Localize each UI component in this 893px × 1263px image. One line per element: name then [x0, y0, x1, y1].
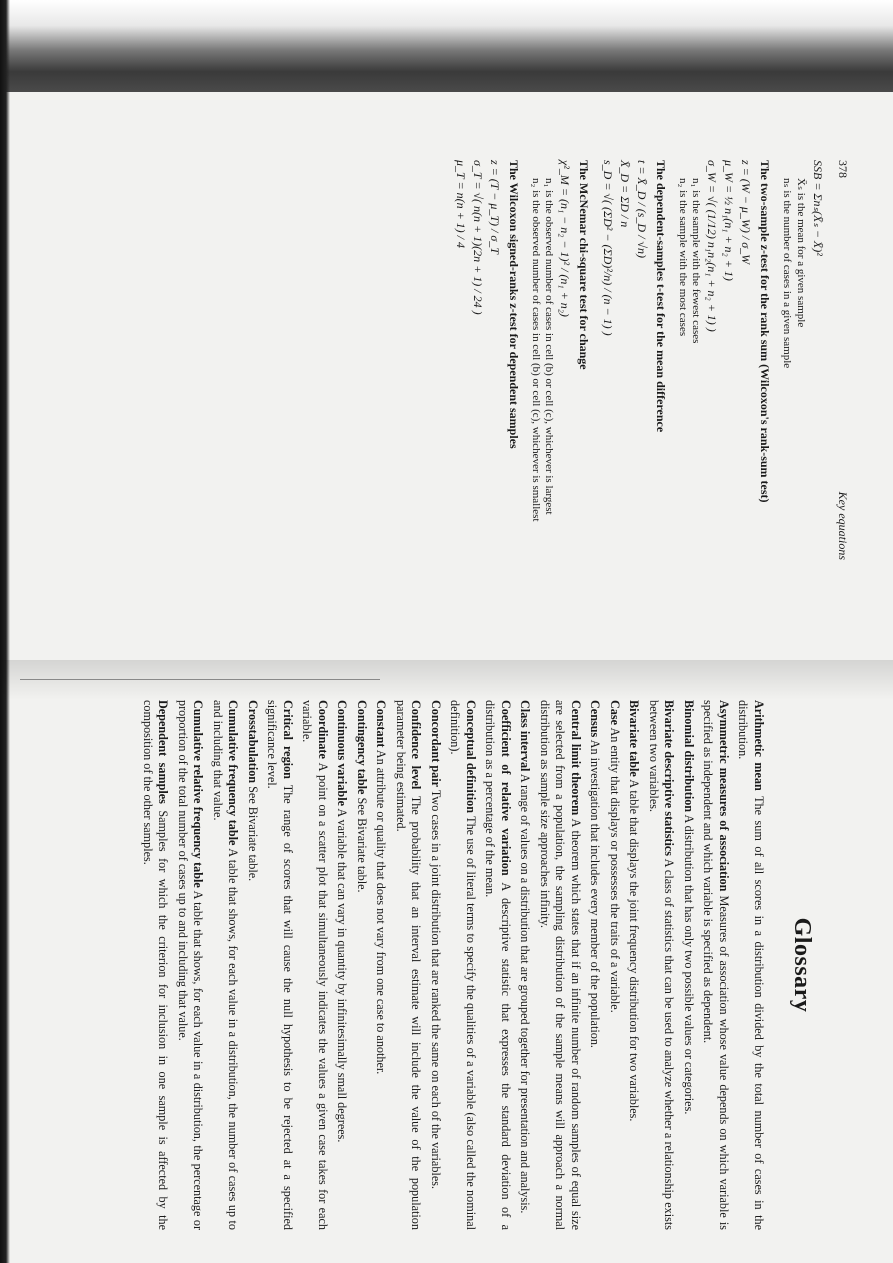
- glossary-term: Constant: [374, 700, 389, 748]
- glossary-term: Cumulative frequency table: [226, 700, 241, 846]
- glossary-definition: A variable that can vary in quantity by infinitesimally small degrees.: [335, 808, 350, 1143]
- glossary-entry: [428, 700, 444, 1230]
- glossary-entry: [264, 700, 295, 1230]
- glossary-entry: [334, 700, 350, 1230]
- equation-note: n₂ is the sample with the most cases: [677, 178, 689, 337]
- glossary-definition: An attribute or quality that does not vary from one case to another.: [374, 749, 389, 1075]
- glossary-list: [140, 700, 767, 1230]
- glossary-definition: The range of scores that will cause the null hypothesis to be rejected at a specified significance level.: [265, 700, 295, 1230]
- glossary-term: Coefficient of relative variation: [499, 700, 513, 876]
- glossary-definition: A point on a scatter plot that simultaneously indicates the values a given case takes for each variable.: [300, 700, 330, 1230]
- glossary-entry: [210, 700, 241, 1230]
- equation: s_D = √( (ΣD² − (ΣD)²/n) / (n − 1) ): [601, 160, 615, 336]
- glossary-entry: [681, 700, 697, 1230]
- glossary-definition: The use of literal terms to specify the qualities of a variable (also called the nominal definition).: [448, 700, 478, 1230]
- glossary-definition: Measures of association whose value depends on which variable is specified as independent and which variable is specified as dependent.: [701, 700, 731, 1231]
- equation: X̄_D = ΣD / n: [618, 160, 632, 228]
- glossary-entry: [537, 700, 584, 1230]
- glossary-definition: A theorem which states that if an infinite number of random samples of equal size are selected from a population, the sampling distribution of the sample means will approach a normal distribution as sample size approaches infinity.: [538, 700, 583, 1230]
- glossary-term: Bivariate table: [627, 700, 642, 777]
- running-head: [835, 160, 850, 680]
- page-number: 378: [836, 160, 850, 178]
- signed-ranks-heading: The Wilcoxon signed-ranks z-test for dependent samples: [507, 160, 521, 449]
- glossary-definition: A table that shows, for each value in a distribution, the number of cases up to and including that value.: [211, 700, 241, 1230]
- glossary-entry: [700, 700, 731, 1230]
- ssb-formula: SSB = Σnₛ(X̄ₛ − X̄)²: [811, 160, 825, 256]
- glossary-definition: A range of values on a distribution that are grouped together for presentation and analysis.: [518, 773, 533, 1214]
- glossary-definition: An entity that displays or possesses the traits of a variable.: [608, 727, 622, 1013]
- glossary-entry: [373, 700, 389, 1230]
- equation-note: n₁ is the sample with the fewest cases: [690, 178, 702, 344]
- glossary-term: Central limit theorem: [569, 700, 583, 816]
- dependent-t-heading: The dependent-samples t-test for the mean difference: [654, 160, 668, 433]
- glossary-entry: [735, 700, 766, 1230]
- glossary-entry: [482, 700, 513, 1230]
- glossary-term: Case: [608, 700, 622, 726]
- glossary-term: Conceptual definition: [464, 700, 478, 814]
- glossary-term: Cumulative relative frequency table: [191, 700, 206, 888]
- scan-left-edge: [0, 0, 10, 1263]
- glossary-entry: [607, 700, 623, 1230]
- glossary-definition: A descriptive statistic that expresses the standard deviation of a distribution as a percentage of the mean.: [483, 700, 513, 1231]
- glossary-definition: Two cases in a joint distribution that are ranked the same on each of the variables.: [429, 789, 443, 1190]
- glossary-page: [25, 700, 815, 1230]
- glossary-term: Arithmetic mean: [752, 700, 766, 791]
- glossary-entry: [587, 700, 603, 1230]
- equation: σ_W = √( (1/12) n₁n₂(n₁ + n₂ + 1) ): [705, 160, 719, 332]
- glossary-definition: See Bivariate table.: [355, 797, 369, 893]
- glossary-term: Crosstabulation: [246, 700, 260, 784]
- glossary-entry: [393, 700, 424, 1230]
- mcnemar-heading: The McNemar chi-square test for change: [577, 160, 591, 370]
- glossary-definition: A table that displays the joint frequency distribution for two variables.: [627, 779, 642, 1122]
- glossary-term: Dependent samples: [156, 700, 171, 804]
- ssb-note: X̄ₛ is the mean for a given sample: [795, 178, 807, 328]
- glossary-entry: [447, 700, 478, 1230]
- glossary-term: Class interval: [518, 700, 533, 772]
- glossary-entry: [140, 700, 171, 1230]
- equation: z = (T − μ_T) / σ_T: [488, 160, 502, 254]
- equation: μ_T = n(n + 1) / 4: [454, 160, 468, 249]
- glossary-entry: [354, 700, 370, 1230]
- glossary-definition: The probability that an interval estimate will include the value of the population parameter being estimated.: [394, 700, 424, 1230]
- glossary-term: Binomial distribution: [682, 700, 696, 813]
- glossary-term: Census: [588, 700, 603, 738]
- equation-note: n₁ is the observed number of cases in cell (b) or cell (c), whichever is largest: [543, 178, 555, 515]
- equation-note: n₂ is the observed number of cases in cell (b) or cell (c), whichever is smallest: [530, 178, 542, 522]
- scan-shadow-band: [0, 0, 893, 92]
- glossary-definition: A class of statistics that can be used to analyze whether a relationship exists between two variables.: [647, 700, 677, 1230]
- glossary-definition: A distribution that has only two possible values or categories.: [682, 814, 696, 1115]
- glossary-definition: An investigation that includes every member of the population.: [588, 739, 603, 1048]
- glossary-term: Bivariate descriptive statistics: [662, 700, 677, 857]
- equation: μ_W = ½ n₁(n₁ + n₂ + 1): [722, 160, 736, 281]
- glossary-definition: A table that shows, for each value in a distribution, the percentage or proportion of the total number of cases up to and including that value.: [176, 700, 206, 1230]
- glossary-term: Confidence level: [409, 700, 424, 790]
- glossary-term: Contingency table: [355, 700, 369, 795]
- equation: t = X̄_D / (s_D / √n): [635, 160, 649, 259]
- glossary-definition: See Bivariate table.: [246, 786, 260, 882]
- glossary-title: Glossary: [789, 917, 815, 1013]
- glossary-entry: [299, 700, 330, 1230]
- equations-page: [30, 160, 850, 680]
- equation: χ²_M = (n₁ − n₂ − 1)² / (n₁ + n₂): [558, 160, 572, 317]
- glossary-term: Coordinate: [316, 700, 330, 759]
- glossary-entry: [517, 700, 533, 1230]
- glossary-entry: [245, 700, 261, 1230]
- equation: z = (W − μ_W) / σ_W: [739, 160, 753, 265]
- glossary-term: Continuous variable: [335, 700, 350, 806]
- glossary-definition: The sum of all scores in a distribution divided by the total number of cases in the distribution.: [736, 700, 766, 1230]
- ssb-note: nₛ is the number of cases in a given sample: [781, 178, 793, 369]
- glossary-term: Asymmetric measures of association: [717, 700, 731, 892]
- rank-sum-heading: The two-sample z-test for the rank sum (Wilcoxon's rank-sum test): [758, 160, 772, 503]
- equation: σ_T = √( n(n + 1)(2n + 1) / 24 ): [471, 160, 485, 315]
- glossary-term: Critical region: [281, 700, 295, 779]
- glossary-entry: [626, 700, 642, 1230]
- glossary-term: Concordant pair: [429, 700, 443, 788]
- glossary-entry: [175, 700, 206, 1230]
- glossary-entry: [646, 700, 677, 1230]
- running-title: Key equations: [836, 491, 850, 560]
- glossary-definition: Samples for which the criterion for inclusion in one sample is affected by the composition of the other samples.: [141, 700, 171, 1230]
